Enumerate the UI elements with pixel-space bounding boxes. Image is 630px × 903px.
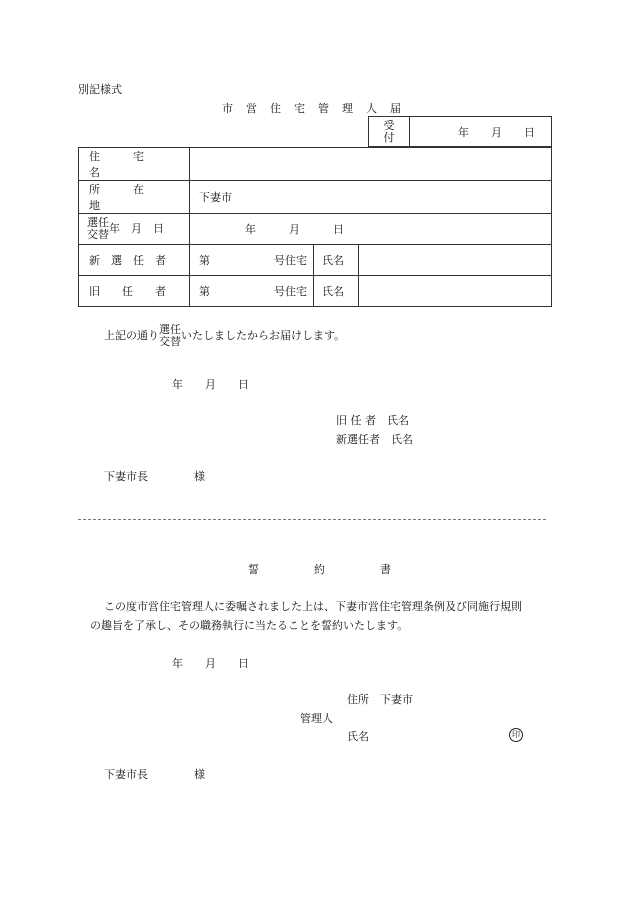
date-label: 選任 交替 年 月 日 [79, 214, 190, 245]
receipt-box [368, 116, 552, 147]
former-dai: 第 [190, 276, 255, 307]
oath-manager: 管理人 [300, 712, 333, 725]
notice-sentence: 上記の通り 選任 交替 いたしましたからお届けします。 [104, 323, 346, 348]
oath-address: 住所 下妻市 [347, 693, 413, 706]
form-label: 別記様式 [78, 83, 122, 96]
former-name-label: 氏名 [314, 276, 359, 307]
former-house-number: 号住宅 [254, 276, 314, 307]
addressee-sama: 様 [194, 470, 205, 483]
oath-line-2: の趣旨を了承し、その職務執行に当たることを誓約いたします。 [90, 619, 409, 632]
former-signature: 旧 任 者 氏名 [336, 414, 409, 427]
oath-addressee: 下妻市長 [104, 768, 148, 781]
oath-title: 誓 約 書 [248, 563, 391, 576]
new-appointee-label: 新 選 任 者 [79, 245, 190, 276]
former-label: 旧 任 者 [79, 276, 190, 307]
main-table [78, 147, 552, 307]
receipt-label: 受 付 [369, 117, 410, 147]
date-value: 年 月 日 [190, 214, 552, 245]
seal-mark: 印 [509, 728, 523, 742]
oath-name: 氏名 [347, 730, 369, 743]
oath-line-1: この度市営住宅管理人に委嘱されました上は、下妻市営住宅管理条例及び同施行規則 [104, 600, 522, 613]
new-signature: 新選任者 氏名 [336, 433, 413, 446]
location-label: 所 在 地 [79, 181, 190, 214]
new-dai: 第 [190, 245, 255, 276]
oath-addressee-sama: 様 [194, 768, 205, 781]
housing-name-label: 住 宅 名 [79, 148, 190, 181]
housing-name-value [190, 148, 552, 181]
notice-date: 年 月 日 [172, 378, 249, 391]
new-house-number: 号住宅 [254, 245, 314, 276]
cut-line [78, 519, 546, 520]
new-name-label: 氏名 [314, 245, 359, 276]
form-title: 市 営 住 宅 管 理 人 届 [222, 102, 402, 115]
receipt-date: 年 月 日 [410, 117, 552, 147]
addressee: 下妻市長 [104, 470, 148, 483]
location-value: 下妻市 [190, 181, 552, 214]
oath-date: 年 月 日 [172, 657, 249, 670]
new-name-value [359, 245, 552, 276]
former-name-value [359, 276, 552, 307]
